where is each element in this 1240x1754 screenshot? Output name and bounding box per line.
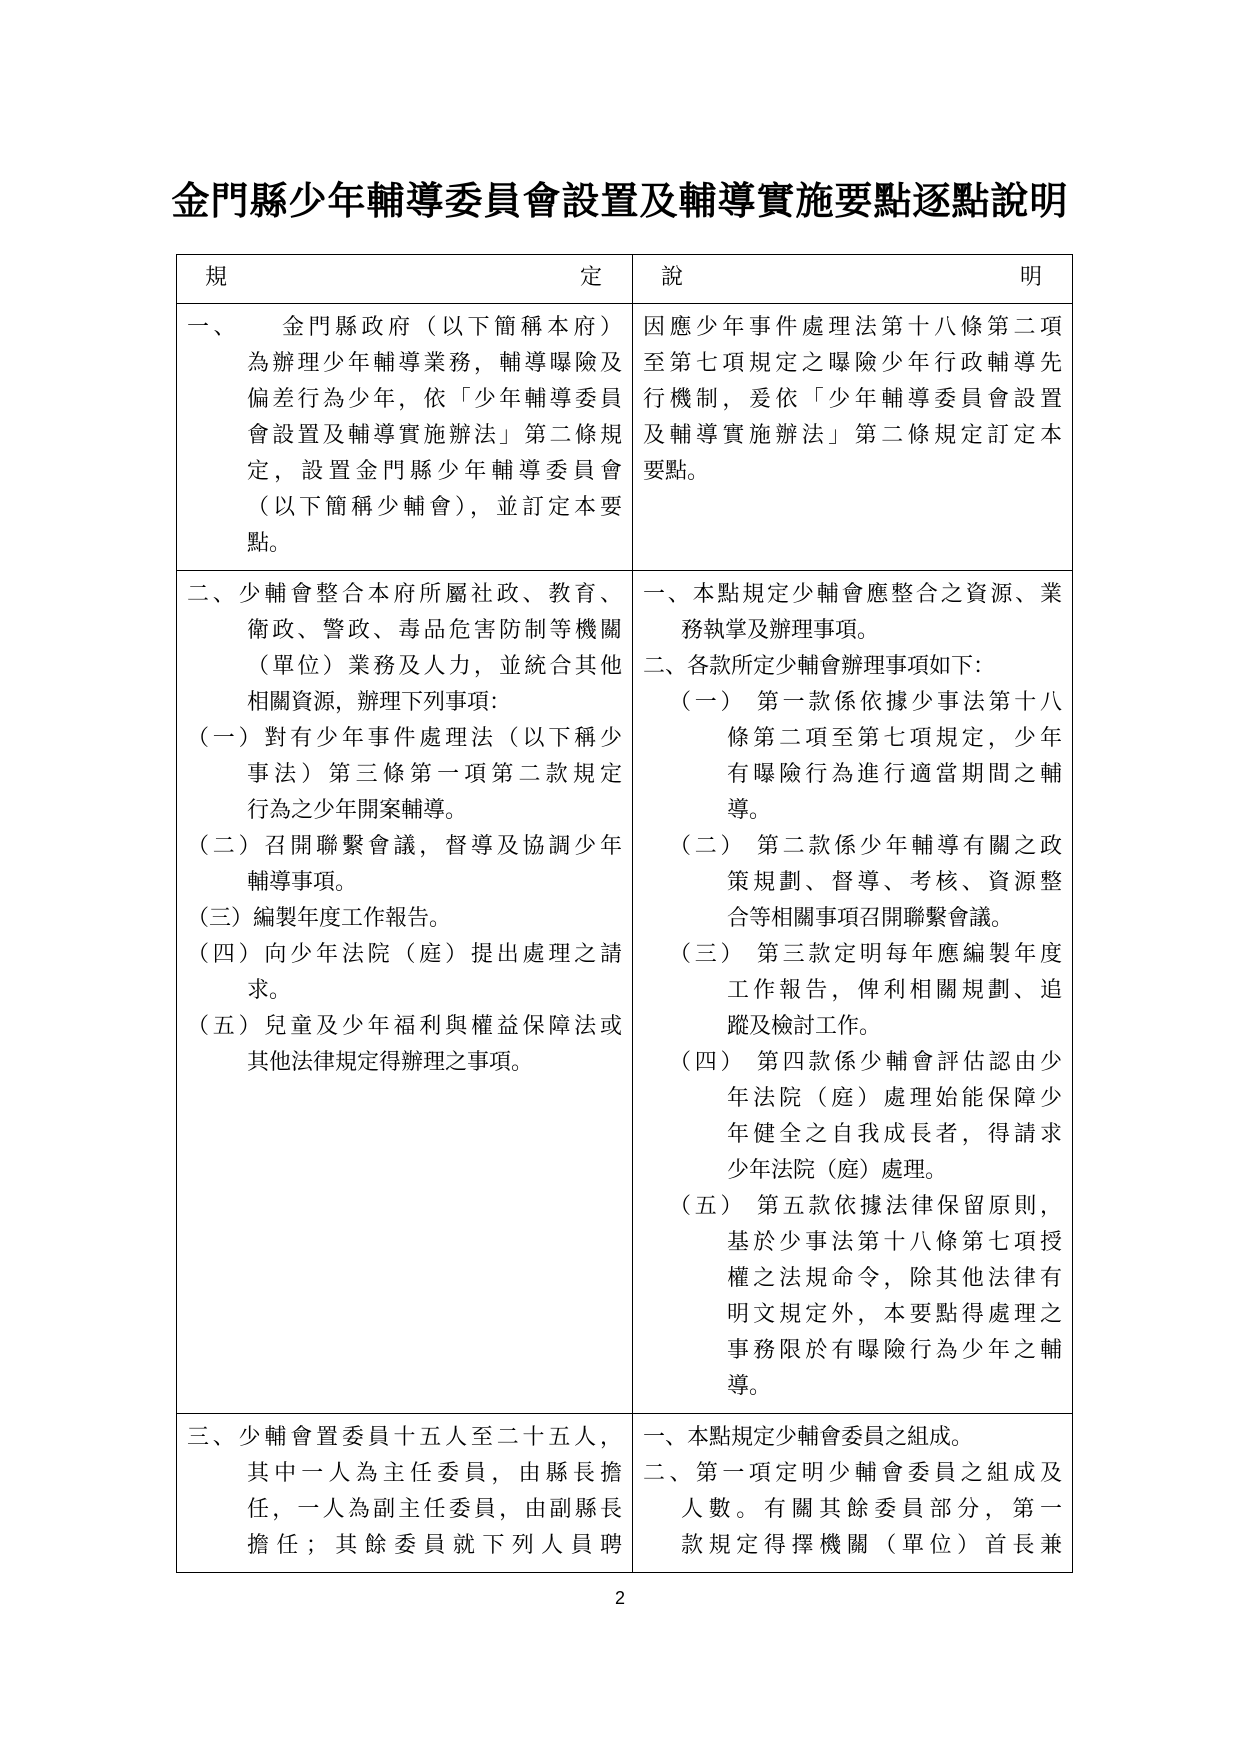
header-explanation-char-2: 明: [1019, 265, 1042, 290]
text-line: 有曝險行為進行適當期間之輔: [727, 762, 1062, 787]
text-line: （五） 第五款依據法律保留原則，: [669, 1194, 1062, 1219]
text-line: 一、 金門縣政府（以下簡稱本府）: [187, 315, 622, 340]
text-line: 行機制，爰依「少年輔導委員會設置: [643, 387, 1062, 412]
text-line: 蹤及檢討工作。: [727, 1014, 882, 1039]
text-line: （二） 第二款係少年輔導有關之政: [669, 834, 1062, 859]
text-line: 一、本點規定少輔會委員之組成。: [643, 1425, 974, 1450]
text-line: 擔任；其餘委員就下列人員聘: [247, 1533, 622, 1558]
text-line: 相關資源，辦理下列事項：: [247, 690, 512, 715]
text-line: 合等相關事項召開聯繫會議。: [727, 906, 1014, 931]
text-line: 其中一人為主任委員，由縣長擔: [247, 1461, 622, 1486]
document-title: 金門縣少年輔導委員會設置及輔導實施要點逐點說明: [171, 178, 1069, 223]
text-line: 及輔導實施辦法」第二條規定訂定本: [643, 423, 1062, 448]
text-line: （以下簡稱少輔會），並訂定本要: [247, 495, 622, 520]
header-explanation: [633, 255, 1073, 304]
text-line: 權之法規命令，除其他法律有: [727, 1266, 1062, 1291]
text-line: 一、本點規定少輔會應整合之資源、業: [643, 582, 1062, 607]
text-line: 少年法院（庭）處理。: [727, 1158, 948, 1183]
text-line: 條第二項至第七項規定，少年: [727, 726, 1062, 751]
header-regulation-char-1: 規: [205, 265, 228, 290]
text-line: 衛政、警政、毒品危害防制等機關: [247, 618, 622, 643]
text-line: 為辦理少年輔導業務，輔導曝險及: [247, 351, 622, 376]
regulation-cell: [177, 1414, 633, 1573]
text-line: 至第七項規定之曝險少年行政輔導先: [643, 351, 1062, 376]
text-line: 事務限於有曝險行為少年之輔: [727, 1338, 1062, 1363]
text-line: 二、第一項定明少輔會委員之組成及: [643, 1461, 1062, 1486]
text-line: 事法）第三條第一項第二款規定: [247, 762, 622, 787]
table-header-row: [177, 255, 1073, 304]
text-line: 人數。有關其餘委員部分，第一: [681, 1497, 1062, 1522]
regulation-cell: [177, 304, 633, 571]
text-line: 點。: [247, 531, 292, 556]
explanation-table: [176, 254, 1073, 1573]
table-row: [177, 1414, 1073, 1573]
text-line: 二、各款所定少輔會辦理事項如下：: [643, 654, 996, 679]
header-regulation: [177, 255, 633, 304]
text-line: （五）兒童及少年福利與權益保障法或: [187, 1014, 622, 1039]
text-line: 因應少年事件處理法第十八條第二項: [643, 315, 1062, 340]
table-row: [177, 571, 1073, 1414]
text-line: （四） 第四款係少輔會評估認由少: [669, 1050, 1062, 1075]
text-line: （三） 第三款定明每年應編製年度: [669, 942, 1062, 967]
text-line: 任，一人為副主任委員，由副縣長: [247, 1497, 622, 1522]
text-line: 會設置及輔導實施辦法」第二條規: [247, 423, 622, 448]
text-line: 款規定得擇機關（單位）首長兼: [681, 1533, 1062, 1558]
regulation-cell: [177, 571, 633, 1414]
text-line: 行為之少年開案輔導。: [247, 798, 468, 823]
text-line: 年法院（庭）處理始能保障少: [727, 1086, 1062, 1111]
text-line: 求。: [247, 978, 292, 1003]
text-line: （四）向少年法院（庭）提出處理之請: [187, 942, 622, 967]
page-number: 2: [614, 1588, 625, 1608]
text-line: 工作報告，俾利相關規劃、追: [727, 978, 1062, 1003]
text-line: 輔導事項。: [247, 870, 358, 895]
text-line: 要點。: [643, 459, 710, 484]
text-line: （二）召開聯繫會議，督導及協調少年: [187, 834, 622, 859]
explanation-cell: [633, 304, 1073, 571]
text-line: （一）對有少年事件處理法（以下稱少: [187, 726, 622, 751]
text-line: 導。: [727, 798, 772, 823]
table-row: [177, 304, 1073, 571]
text-line: 偏差行為少年，依「少年輔導委員: [247, 387, 622, 412]
text-line: 務執掌及辦理事項。: [681, 618, 880, 643]
text-line: 其他法律規定得辦理之事項。: [247, 1050, 534, 1075]
text-line: （三）編製年度工作報告。: [187, 906, 452, 931]
explanation-cell: [633, 1414, 1073, 1573]
header-regulation-char-2: 定: [579, 265, 602, 290]
text-line: 定，設置金門縣少年輔導委員會: [247, 459, 622, 484]
text-line: 明文規定外，本要點得處理之: [727, 1302, 1062, 1327]
text-line: 年健全之自我成長者，得請求: [727, 1122, 1062, 1147]
text-line: （單位）業務及人力，並統合其他: [247, 654, 622, 679]
text-line: 策規劃、督導、考核、資源整: [727, 870, 1062, 895]
text-line: 基於少事法第十八條第七項授: [727, 1230, 1062, 1255]
header-explanation-char-1: 說: [661, 265, 684, 290]
text-line: 三、少輔會置委員十五人至二十五人，: [187, 1425, 622, 1450]
text-line: （一） 第一款係依據少事法第十八: [669, 690, 1062, 715]
explanation-cell: [633, 571, 1073, 1414]
text-line: 導。: [727, 1374, 772, 1399]
text-line: 二、少輔會整合本府所屬社政、教育、: [187, 582, 622, 607]
